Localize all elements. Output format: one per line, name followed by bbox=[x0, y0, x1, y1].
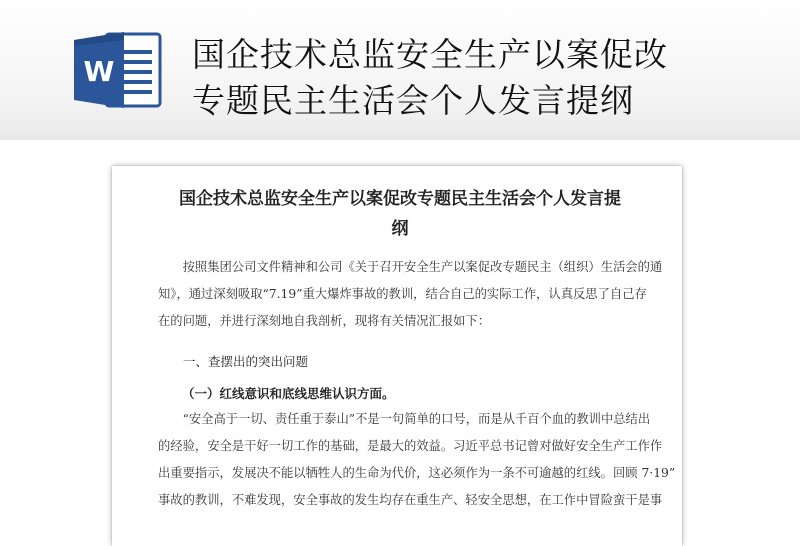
intro-paragraph bbox=[158, 254, 663, 335]
document-title-line-1: 国企技术总监安全生产以案促改专题民主生活会个人发言提 bbox=[179, 189, 621, 209]
subsection-heading: （一）红线意识和底线思维认识方面。 bbox=[182, 386, 395, 401]
intro-line-3: 在的问题，并进行深刻地自我剖析，现将有关情况汇报如下： bbox=[158, 314, 491, 328]
page-title bbox=[192, 32, 792, 124]
body-line-1: “安全高于一切、责任重于泰山”不是一句简单的口号，而是从千百个血的教训中总结出 bbox=[158, 412, 651, 426]
document-page bbox=[112, 166, 682, 546]
intro-line-1: 按照集团公司文件精神和公司《关于召开安全生产以案促改专题民主（组织）生活会的通 bbox=[158, 260, 663, 274]
body-line-2: 的经验，安全是干好一切工作的基础，是最大的效益。习近平总书记曾对做好安全生产工作作 bbox=[158, 439, 663, 453]
header-banner bbox=[0, 0, 800, 140]
page-title-line-2: 专题民主生活会个人发言提纲 bbox=[192, 81, 634, 120]
section-heading: 一、查摆出的突出问题 bbox=[158, 354, 309, 369]
body-line-4: 事故的教训，不难发现，安全事故的发生均存在重生产、轻安全思想，在工作中冒险蛮干是事 bbox=[158, 493, 663, 507]
body-line-3: 出重要指示，发展决不能以牺牲人的生命为代价，这必须作为一条不可逾越的红线。回顾 7·19” bbox=[158, 466, 676, 480]
document-title bbox=[150, 184, 650, 244]
page-title-line-1: 国企技术总监安全生产以案促改 bbox=[192, 35, 668, 74]
document-title-line-2: 纲 bbox=[391, 219, 409, 239]
intro-line-2: 知》，通过深刻吸取“7.19”重大爆炸事故的教训，结合自己的实际工作，认真反思了自己存 bbox=[158, 287, 647, 301]
word-document-icon bbox=[72, 30, 164, 110]
word-icon-letter: W bbox=[83, 55, 115, 88]
body-paragraph bbox=[158, 406, 676, 514]
